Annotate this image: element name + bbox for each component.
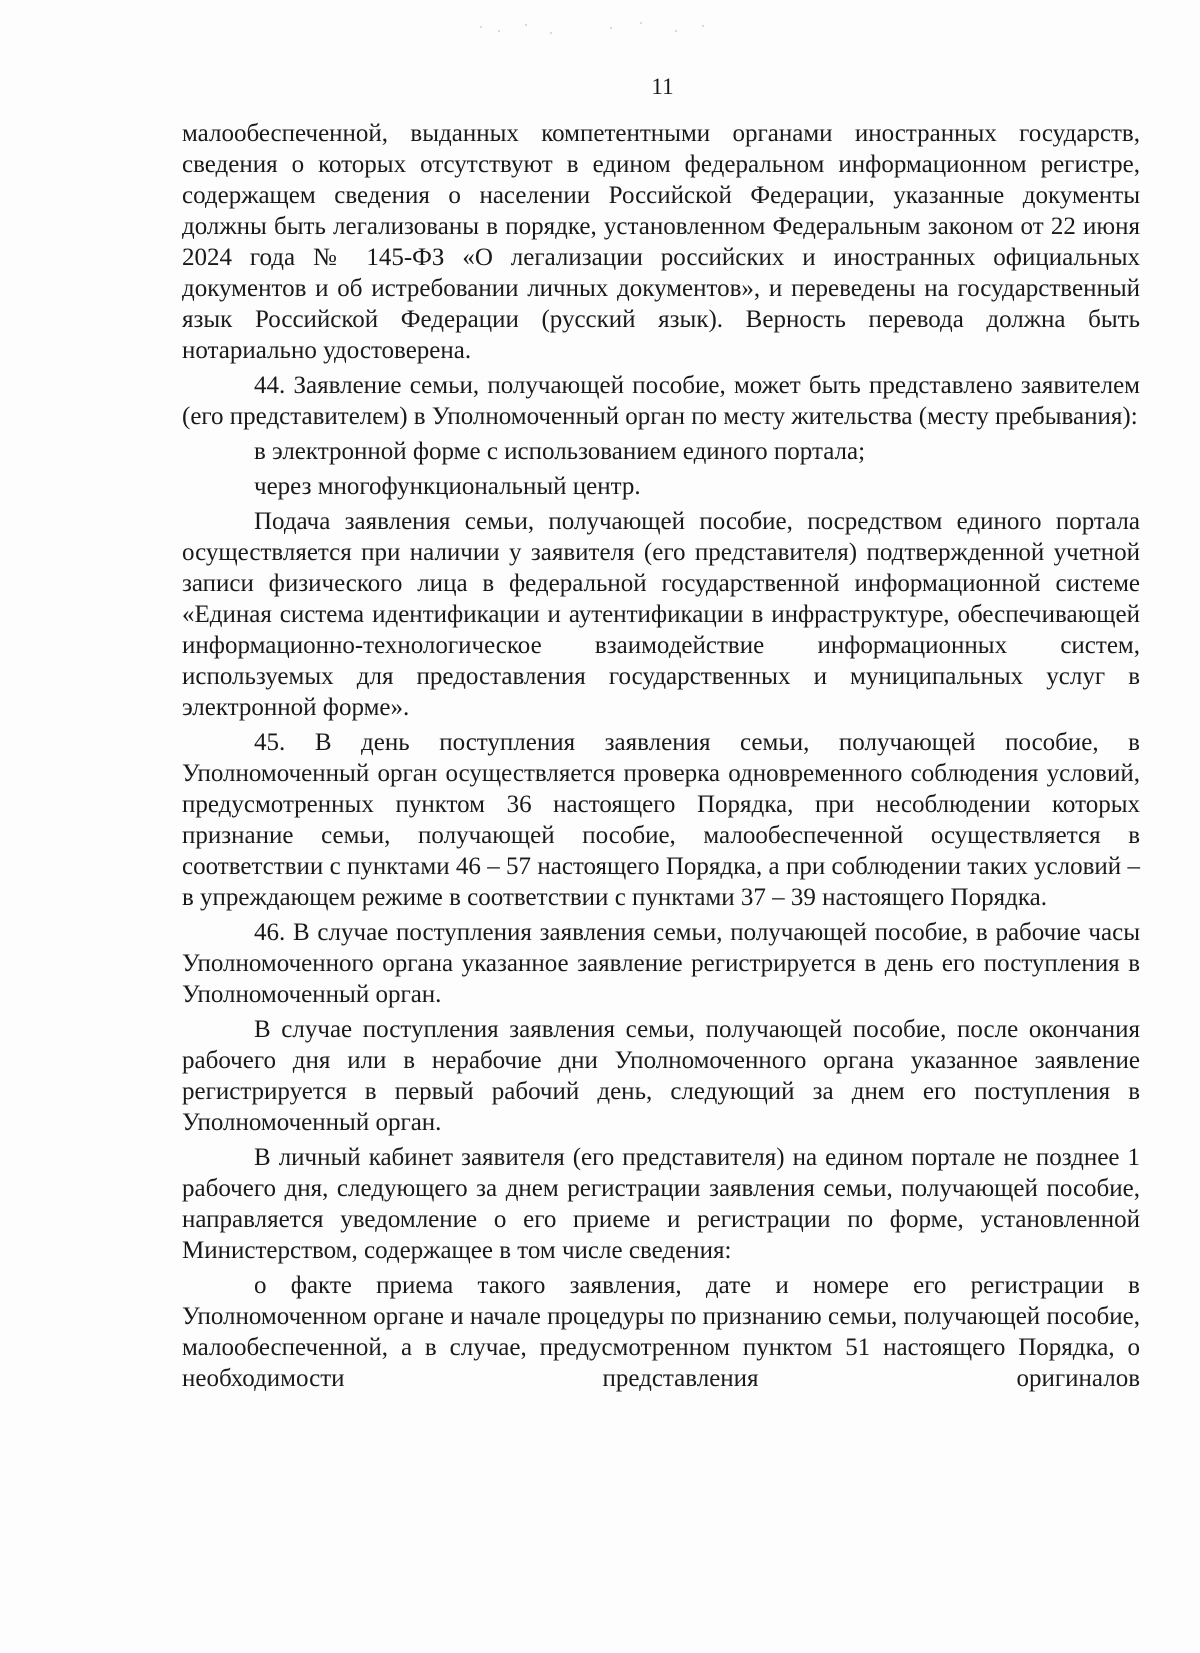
page-number: 11 [651,74,674,99]
paragraph-portal-submission: Подача заявления семьи, получающей пособие, посредством единого портала осуществляется при наличии у заявителя (его представителя) подтвержденной учетной записи физического лица в федеральной государственной информационной системе «Единая система идентификации и аутентификации в инфраструктуре, обеспечивающей информационно-технологическое взаимодействие информационных систем, используемых для предоставления государственных и муниципальных услуг в электронной форме». [182,508,1140,721]
paragraph-46: 46. В случае поступления заявления семьи, получающей пособие, в рабочие часы Уполномоченного органа указанное заявление регистрируется в день его поступления в Уполномоченный орган. [182,919,1140,1008]
paragraph-45: 45. В день поступления заявления семьи, получающей пособие, в Уполномоченный орган осуществляется проверка одновременного соблюдения условий, предусмотренных пунктом 36 настоящего Порядка, при несоблюдении которых признание семьи, получающей пособие, малообеспеченной осуществляется в соответствии с пунктами 46 – 57 настоящего Порядка, а при соблюдении таких условий – в упреждающем режиме в соответствии с пунктами 37 – 39 настоящего Порядка. [182,729,1140,911]
paragraph-44: 44. Заявление семьи, получающей пособие, может быть представлено заявителем (его представителем) в Уполномоченный орган по месту жительства (месту пребывания): [182,372,1140,430]
paragraph-notification: В личный кабинет заявителя (его представителя) на едином портале не позднее 1 рабочего дня, следующего за днем регистрации заявления семьи, получающей пособие, направляется уведомление о его приеме и регистрации по форме, установленной Министерством, содержащее в том числе сведения: [182,1144,1140,1264]
document-body [182,118,1140,1398]
paragraph-continuation: малообеспеченной, выданных компетентными органами иностранных государств, сведения о которых отсутствуют в едином федеральном информационном регистре, содержащем сведения о населении Российской Федерации, указанные документы должны быть легализованы в порядке, установленном Федеральным законом от 22 июня 2024 года № 145-ФЗ «О легализации российских и иностранных официальных документов и об истребовании личных документов», и переведены на государственный язык Российской Федерации (русский язык). Верность перевода должна быть нотариально удостоверена. [182,120,1140,364]
paragraph-notification-details: о факте приема такого заявления, дате и номере его регистрации в Уполномоченном органе и начале процедуры по признанию семьи, получающей пособие, малообеспеченной, а в случае, предусмотренном пунктом 51 настоящего Порядка, о необходимости представления оригиналов [182,1272,1140,1392]
scan-noise [470,18,730,40]
list-item-electronic: в электронной форме с использованием единого портала; [254,438,866,465]
list-item-mfc: через многофункциональный центр. [254,473,641,500]
paragraph-after-hours: В случае поступления заявления семьи, получающей пособие, после окончания рабочего дня или в нерабочие дни Уполномоченного органа указанное заявление регистрируется в первый рабочий день, следующий за днем его поступления в Уполномоченный орган. [182,1016,1140,1136]
